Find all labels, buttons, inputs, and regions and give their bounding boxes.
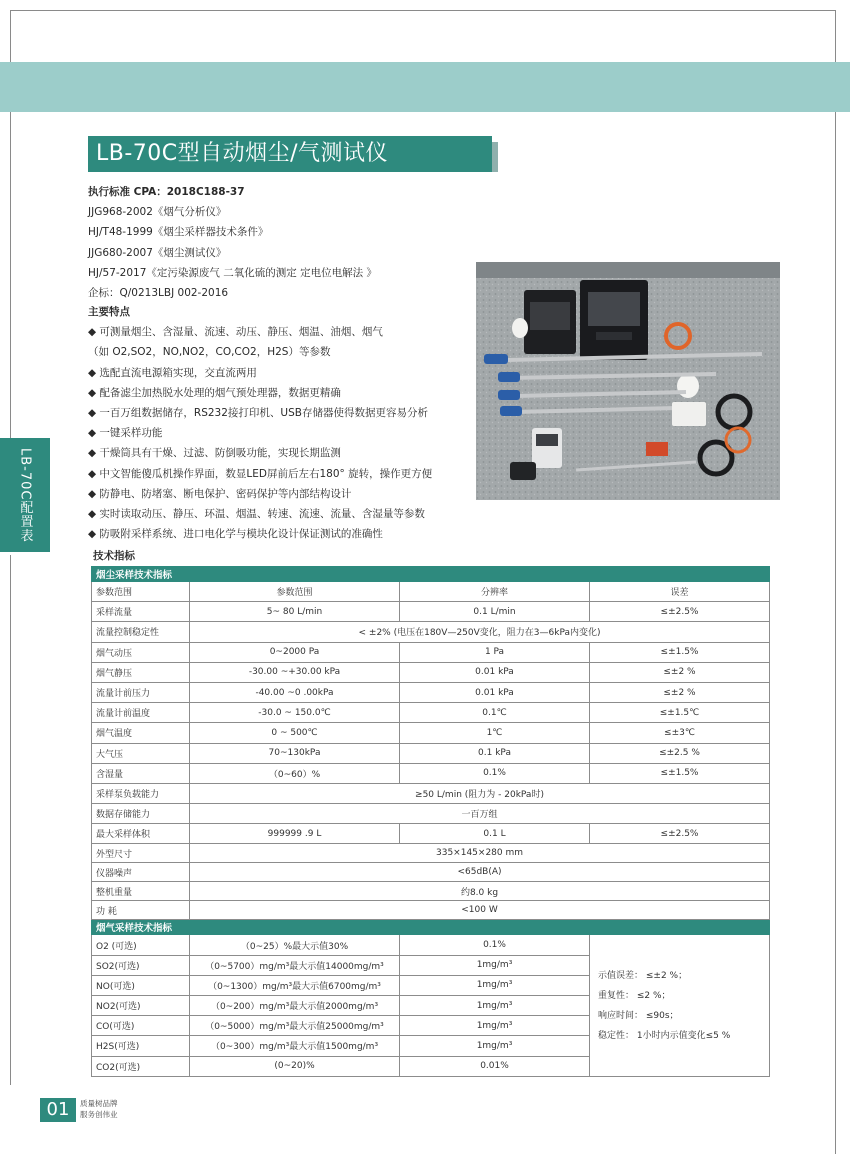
value-cell: （0~1300）mg/m³最大示值6700mg/m³ [190, 975, 400, 995]
value-cell: 1 Pa [400, 642, 590, 662]
param-name-cell: 功 耗 [92, 901, 190, 920]
gas-note-line: 稳定性： 1小时内示值变化≤5 % [598, 1030, 731, 1041]
value-cell: 1mg/m³ [400, 1016, 590, 1036]
param-name-cell: 大气压 [92, 743, 190, 763]
table-header-cell: 参数范围 [92, 582, 190, 602]
gas-name-cell: CO2(可选) [92, 1056, 190, 1076]
gas-note-line: 示值误差： ≤±2 %； [598, 970, 688, 981]
product-photo [476, 262, 780, 500]
value-cell: 0~2000 Pa [190, 642, 400, 662]
header-band [0, 62, 850, 112]
value-cell: ≥50 L/min (阻力为 - 20kPa时) [190, 783, 770, 803]
page-title: LB-70C型自动烟尘/气测试仪 [88, 136, 492, 172]
param-name-cell: 采样泵负载能力 [92, 783, 190, 803]
value-cell: 1mg/m³ [400, 975, 590, 995]
table-row [92, 642, 770, 662]
param-name-cell: 含湿量 [92, 763, 190, 783]
features-heading: 主要特点 [88, 306, 130, 318]
standard-line: JJG680-2007《烟尘测试仪》 [88, 246, 227, 259]
gas-section-title: 烟气采样技术指标 [92, 920, 770, 935]
table-header-cell: 参数范围 [190, 582, 400, 602]
value-cell: 0.1 L [400, 824, 590, 844]
param-name-cell: 外型尺寸 [92, 844, 190, 863]
value-cell: 约8.0 kg [190, 882, 770, 901]
value-cell: 1mg/m³ [400, 955, 590, 975]
value-cell: 0.01% [400, 1056, 590, 1076]
value-cell: （0~300）mg/m³最大示值1500mg/m³ [190, 1036, 400, 1056]
param-name-cell: 数据存储能力 [92, 804, 190, 824]
table-row [92, 882, 770, 901]
gas-name-cell: H2S(可选) [92, 1036, 190, 1056]
value-cell: < ±2% (电压在180V—250V变化，阻力在3—6kPa内变化) [190, 622, 770, 642]
standard-line: HJ/T48-1999《烟尘采样器技术条件》 [88, 226, 269, 239]
value-cell: （0~200）mg/m³最大示值2000mg/m³ [190, 996, 400, 1016]
value-cell: -30.00 ~+30.00 kPa [190, 662, 400, 682]
value-cell: ≤±1.5% [590, 763, 770, 783]
gas-name-cell: NO(可选) [92, 975, 190, 995]
page-number: 01 [40, 1098, 76, 1122]
standards-heading: 执行标准 CPA：2018C188-37 [88, 186, 245, 198]
spec-heading: 技术指标 [93, 550, 135, 562]
side-tab [0, 438, 50, 552]
gas-name-cell: SO2(可选) [92, 955, 190, 975]
gas-name-cell: O2 (可选) [92, 935, 190, 955]
dust-rows [92, 602, 770, 920]
value-cell: 一百万组 [190, 804, 770, 824]
table-row [92, 602, 770, 622]
value-cell: ≤±3℃ [590, 723, 770, 743]
gas-note-line: 响应时间： ≤90s； [598, 1010, 679, 1021]
param-name-cell: 仪器噪声 [92, 863, 190, 882]
table-row [92, 901, 770, 920]
standard-line: 企标：Q/0213LBJ 002-2016 [88, 287, 229, 300]
standards-block [88, 182, 478, 303]
value-cell: (0~20)% [190, 1056, 400, 1076]
table-row [92, 935, 770, 955]
value-cell: -30.0 ~ 150.0℃ [190, 703, 400, 723]
table-row [92, 703, 770, 723]
feature-item: ◆ 实时读取动压、静压、环温、烟温、转速、流速、流量、含湿量等参数 [88, 508, 425, 521]
table-row [92, 682, 770, 702]
value-cell: 1mg/m³ [400, 996, 590, 1016]
value-cell: （0~5000）mg/m³最大示值25000mg/m³ [190, 1016, 400, 1036]
value-cell: ≤±1.5% [590, 642, 770, 662]
page-frame-left-bottom [10, 555, 11, 1085]
gas-note-line: 重复性： ≤2 %； [598, 990, 671, 1001]
features-block [88, 302, 478, 544]
value-cell: ≤±2 % [590, 662, 770, 682]
value-cell: 0.01 kPa [400, 662, 590, 682]
table-header-cell: 分辨率 [400, 582, 590, 602]
dust-section-title: 烟尘采样技术指标 [92, 567, 770, 582]
feature-item: ◆ 中文智能傻瓜机操作界面，数显LED屏前后左右180° 旋转，操作更方便 [88, 467, 433, 480]
feature-item: ◆ 一百万组数据储存，RS232接打印机、USB存储器使得数据更容易分析 [88, 407, 428, 420]
value-cell: ≤±2.5% [590, 602, 770, 622]
value-cell: 0.1℃ [400, 703, 590, 723]
value-cell: 5~ 80 L/min [190, 602, 400, 622]
value-cell: （0~25）%最大示值30% [190, 935, 400, 955]
gas-section-row [92, 920, 770, 935]
value-cell: 70~130kPa [190, 743, 400, 763]
table-row [92, 622, 770, 642]
gas-name-cell: NO2(可选) [92, 996, 190, 1016]
value-cell: 335×145×280 mm [190, 844, 770, 863]
value-cell: （0~5700）mg/m³最大示值14000mg/m³ [190, 955, 400, 975]
value-cell: ≤±2 % [590, 682, 770, 702]
value-cell: 0.1% [400, 935, 590, 955]
value-cell: 0 ~ 500℃ [190, 723, 400, 743]
feature-item: ◆ 一键采样功能 [88, 427, 163, 440]
value-cell: -40.00 ~0 .00kPa [190, 682, 400, 702]
table-header-cell: 误差 [590, 582, 770, 602]
feature-item: （如 O2,SO2，NO,NO2，CO,CO2，H2S）等参数 [88, 346, 331, 359]
value-cell: ≤±2.5 % [590, 743, 770, 763]
feature-item: ◆ 防吸附采样系统、进口电化学与模块化设计保证测试的准确性 [88, 528, 383, 541]
param-name-cell: 烟气温度 [92, 723, 190, 743]
spec-table [91, 566, 770, 1077]
value-cell: 1℃ [400, 723, 590, 743]
table-row [92, 763, 770, 783]
feature-item: ◆ 干燥筒具有干燥、过滤、防倒吸功能，实现长期监测 [88, 447, 341, 460]
value-cell: 0.1% [400, 763, 590, 783]
gas-rows [92, 935, 770, 1076]
param-name-cell: 烟气动压 [92, 642, 190, 662]
standard-line: HJ/57-2017《定污染源废气 二氧化硫的测定 定电位电解法 》 [88, 266, 377, 279]
feature-item: ◆ 可测量烟尘、含湿量、流速、动压、静压、烟温、油烟、烟气 [88, 326, 383, 339]
feature-item: ◆ 配备滤尘加热脱水处理的烟气预处理器，数据更精确 [88, 386, 341, 399]
feature-item: ◆ 防静电、防堵塞、断电保护、密码保护等内部结构设计 [88, 487, 352, 500]
table-row [92, 743, 770, 763]
side-tab-label: LB-70C配置表 [17, 447, 33, 543]
table-row [92, 804, 770, 824]
value-cell: 0.1 kPa [400, 743, 590, 763]
dust-section-row [92, 567, 770, 582]
param-name-cell: 流量计前压力 [92, 682, 190, 702]
param-name-cell: 流量计前温度 [92, 703, 190, 723]
value-cell: <100 W [190, 901, 770, 920]
feature-item: ◆ 选配直流电源箱实现，交直流两用 [88, 366, 257, 379]
param-name-cell: 最大采样体积 [92, 824, 190, 844]
value-cell: <65dB(A) [190, 863, 770, 882]
value-cell: （0~60）% [190, 763, 400, 783]
table-row [92, 783, 770, 803]
footer-slogan-line: 质量树品牌 [80, 1099, 118, 1108]
value-cell: 999999 .9 L [190, 824, 400, 844]
footer-slogan [80, 1098, 118, 1120]
param-name-cell: 烟气静压 [92, 662, 190, 682]
gas-name-cell: CO(可选) [92, 1016, 190, 1036]
param-name-cell: 整机重量 [92, 882, 190, 901]
table-row [92, 863, 770, 882]
value-cell: 0.1 L/min [400, 602, 590, 622]
value-cell: ≤±1.5℃ [590, 703, 770, 723]
value-cell: 1mg/m³ [400, 1036, 590, 1056]
table-row [92, 662, 770, 682]
table-row [92, 824, 770, 844]
param-name-cell: 流量控制稳定性 [92, 622, 190, 642]
param-name-cell: 采样流量 [92, 602, 190, 622]
standard-line: JJG968-2002《烟气分析仪》 [88, 206, 227, 219]
table-row [92, 844, 770, 863]
value-cell: 0.01 kPa [400, 682, 590, 702]
table-row [92, 723, 770, 743]
table-header-row [92, 582, 770, 602]
gas-notes-cell [590, 935, 770, 1076]
value-cell: ≤±2.5% [590, 824, 770, 844]
footer-slogan-line: 服务创伟业 [80, 1110, 118, 1119]
